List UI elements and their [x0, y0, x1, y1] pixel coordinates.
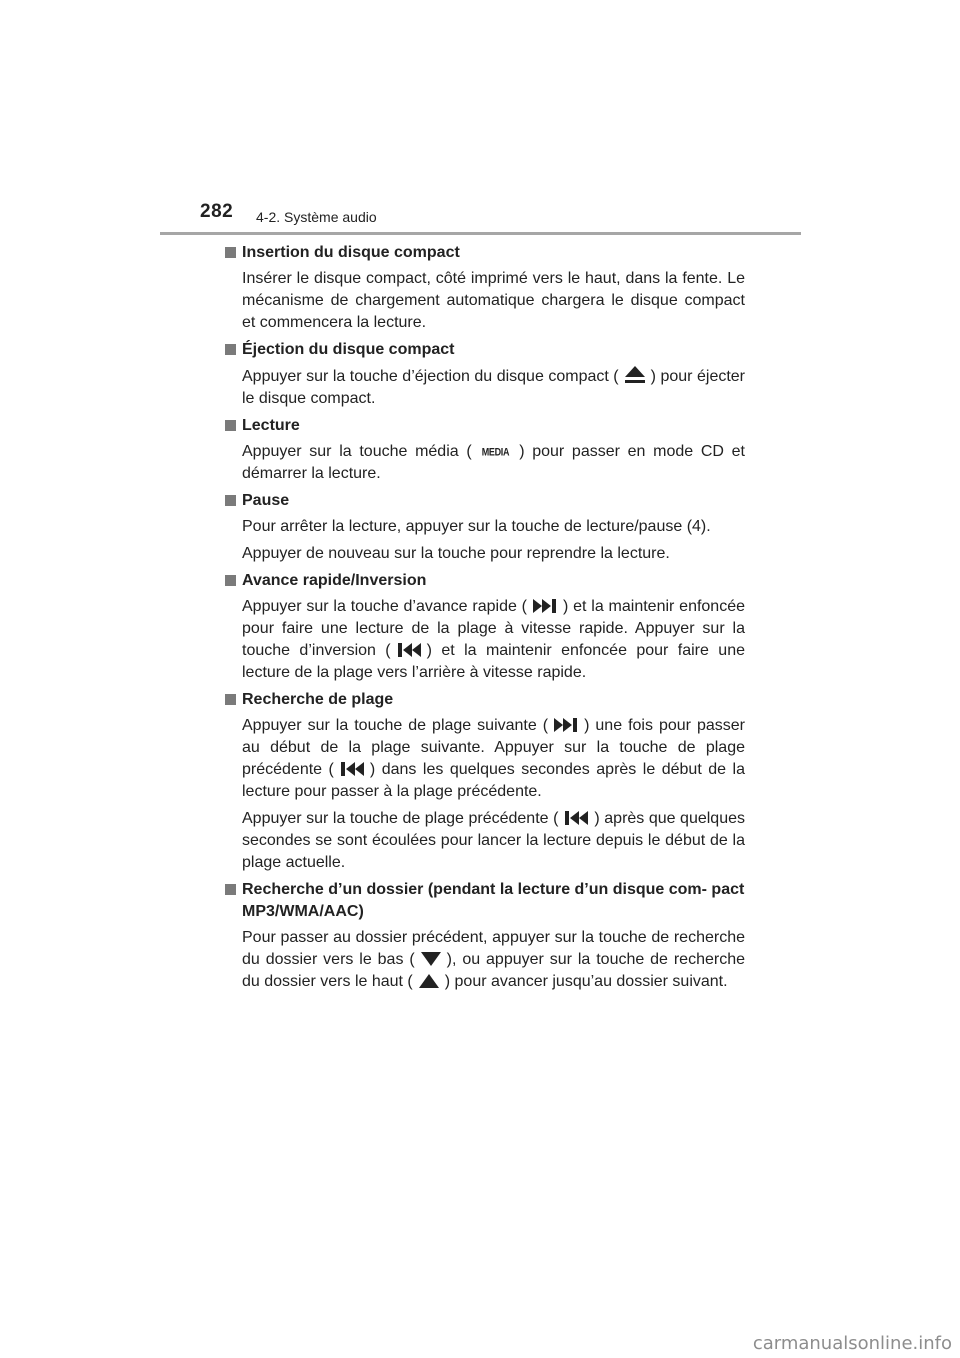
paragraph-text: Appuyer sur la touche média (: [242, 443, 472, 460]
chapter-label: 4-2. Système audio: [256, 209, 377, 225]
section-paragraph: [222, 543, 745, 565]
manual-content: [222, 242, 745, 998]
paragraph-text: Pour arrêter la lecture, appuyer sur la touche de lecture/pause (4).: [242, 518, 711, 535]
section-heading: [222, 490, 745, 512]
square-bullet-icon: [225, 420, 236, 431]
manual-section: [222, 242, 745, 334]
section-heading: [222, 242, 745, 264]
square-bullet-icon: [225, 884, 236, 895]
eject-icon: [624, 365, 646, 385]
paragraph-text: Appuyer de nouveau sur la touche pour reprendre la lecture.: [242, 545, 670, 562]
paragraph-text: ) dans les quelques secondes après le début de la lecture pour passer à la plage précédente.: [242, 761, 745, 800]
skip-previous-icon: [339, 760, 365, 778]
section-heading: [222, 570, 745, 592]
section-heading-text: Lecture: [242, 417, 300, 434]
paragraph-text: ) et la maintenir enfoncée pour faire une lecture de la plage vers l’arrière à vitesse rapide.: [242, 642, 745, 681]
square-bullet-icon: [225, 575, 236, 586]
skip-previous-icon: [563, 809, 589, 827]
section-paragraph: [222, 715, 745, 803]
paragraph-text: ) après que quelques secondes se sont écoulées pour lancer la lecture depuis le début de la plage actuelle.: [242, 810, 746, 871]
section-paragraph: [222, 808, 745, 874]
section-paragraph: [222, 596, 745, 684]
paragraph-text: Insérer le disque compact, côté imprimé vers le haut, dans la fente. Le mécanisme de chargement automatique chargera le disque compact et commencera la lecture.: [242, 270, 745, 331]
section-heading: [222, 879, 745, 923]
manual-section: [222, 689, 745, 874]
section-paragraph: [222, 268, 745, 334]
section-heading-text: Recherche de plage: [242, 691, 394, 708]
manual-section: [222, 490, 745, 565]
section-paragraph: [222, 516, 745, 538]
media-button-icon: MEDIA: [481, 446, 510, 458]
page-number: 282: [200, 201, 234, 222]
triangle-up-icon: [418, 972, 440, 990]
paragraph-text: Appuyer sur la touche d’avance rapide (: [242, 598, 528, 615]
section-heading-text: Pause: [242, 492, 290, 509]
section-heading-text: Recherche d’un dossier (pendant la lecture d’un disque com- pact MP3/WMA/AAC): [242, 881, 745, 920]
manual-section: [222, 415, 745, 485]
section-heading-text: Avance rapide/Inversion: [242, 572, 427, 589]
paragraph-text: Appuyer sur la touche d’éjection du disque compact (: [242, 368, 619, 385]
paragraph-text: ) pour avancer jusqu’au dossier suivant.: [444, 973, 728, 990]
paragraph-text: ), ou appuyer sur la touche de recherche du dossier vers le haut (: [242, 951, 746, 990]
section-heading-text: Éjection du disque compact: [242, 341, 455, 358]
square-bullet-icon: [225, 247, 236, 258]
square-bullet-icon: [225, 495, 236, 506]
section-heading: [222, 415, 745, 437]
square-bullet-icon: [225, 694, 236, 705]
paragraph-text: Appuyer sur la touche de plage précédente (: [242, 810, 559, 827]
skip-next-icon: [532, 597, 558, 615]
paragraph-text: ) pour passer en mode CD et démarrer la lecture.: [242, 443, 745, 482]
paragraph-text: ) une fois pour passer au début de la plage suivante. Appuyer sur la touche de plage précédente (: [242, 717, 746, 778]
paragraph-text: Appuyer sur la touche de plage suivante (: [242, 717, 549, 734]
paragraph-text: Pour passer au dossier précédent, appuyer sur la touche de recherche du dossier vers le bas (: [242, 929, 745, 968]
skip-previous-icon: [396, 641, 422, 659]
paragraph-text: ) et la maintenir enfoncée pour faire une lecture de la plage à vitesse rapide. Appuyer sur la touche d’inversion (: [242, 598, 746, 659]
footer-watermark: carmanualsonline.info: [752, 1333, 952, 1354]
section-heading: [222, 339, 745, 361]
section-heading-text: Insertion du disque compact: [242, 244, 460, 261]
section-paragraph: [222, 927, 745, 993]
page-header: [0, 0, 960, 240]
header-rule: [160, 232, 801, 235]
paragraph-text: ) pour éjecter le disque compact.: [242, 368, 746, 407]
section-paragraph: [222, 365, 745, 410]
section-heading: [222, 689, 745, 711]
square-bullet-icon: [225, 344, 236, 355]
triangle-down-icon: [420, 950, 442, 968]
manual-section: [222, 570, 745, 684]
manual-section: [222, 339, 745, 410]
manual-section: [222, 879, 745, 993]
section-paragraph: [222, 441, 745, 485]
skip-next-icon: [553, 716, 579, 734]
